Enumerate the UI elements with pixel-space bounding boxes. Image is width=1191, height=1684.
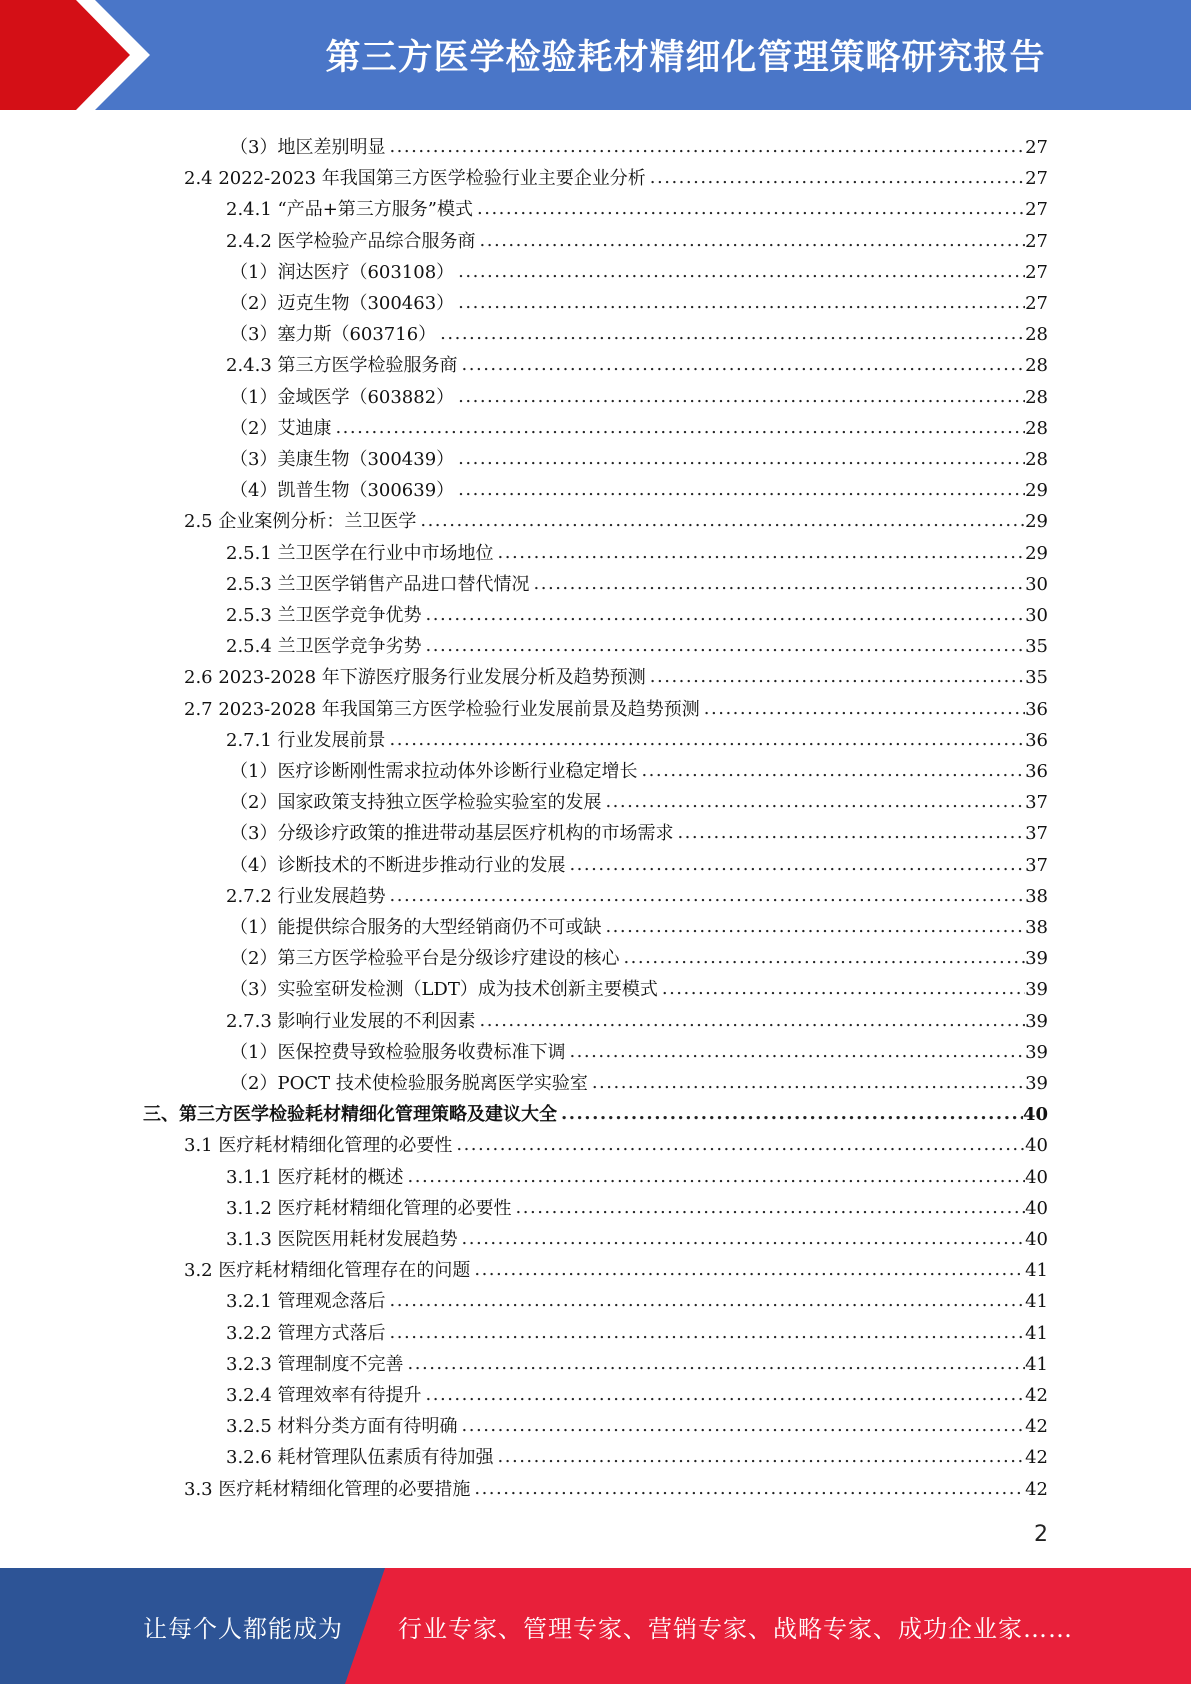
toc-dot-leader [498,1446,1026,1468]
toc-dot-leader [474,1478,1025,1500]
toc-entry-page: 42 [1025,1385,1048,1406]
toc-entry-page: 40 [1025,1229,1048,1250]
toc-entry-title: 3.2.6 耗材管理队伍素质有待加强 [226,1447,494,1469]
toc-entry[interactable] [184,159,1048,190]
toc-entry-page: 41 [1025,1353,1048,1375]
footer-slogan-left: 让每个人都能成为 [143,1614,343,1643]
toc-entry-title: 2.4.2 医学检验产品综合服务商 [226,230,476,252]
toc-entry[interactable] [230,1064,1048,1095]
toc-entry[interactable] [230,378,1048,409]
toc-entry-page: 30 [1025,573,1048,595]
toc-dot-leader [462,1228,1026,1250]
toc-dot-leader [677,822,1025,844]
toc-dot-leader [605,791,1025,813]
toc-dot-leader [477,198,1025,220]
toc-dot-leader [605,916,1025,938]
toc-entry-page: 39 [1025,1073,1048,1094]
toc-dot-leader [335,417,1025,439]
toc-entry-page: 27 [1025,230,1048,252]
toc-entry[interactable] [230,315,1048,346]
toc-dot-leader [480,1010,1026,1032]
toc-dot-leader [390,729,1026,751]
toc-entry[interactable] [226,534,1048,565]
toc-entry[interactable] [226,1314,1048,1345]
toc-entry[interactable] [184,1126,1048,1157]
toc-entry[interactable] [184,1251,1048,1282]
toc-entry[interactable] [226,190,1048,221]
toc-entry-title: （3）地区差别明显 [230,137,386,158]
toc-dot-leader [462,1415,1026,1437]
toc-dot-leader [462,354,1026,376]
toc-entry-title: （3）实验室研发检测（LDT）成为技术创新主要模式 [230,979,658,1001]
toc-entry-page: 42 [1025,1478,1048,1500]
toc-entry[interactable] [226,1376,1048,1407]
toc-entry-title: （3）塞力斯（603716） [230,324,437,346]
toc-entry-page: 39 [1025,979,1048,1001]
toc-entry[interactable] [230,939,1048,970]
toc-dot-leader [390,1322,1026,1344]
toc-dot-leader [440,323,1025,345]
toc-entry-page: 37 [1025,854,1048,876]
toc-dot-leader [458,386,1025,408]
toc-entry-page: 41 [1025,1322,1048,1344]
toc-entry[interactable] [230,284,1048,315]
toc-dot-leader [408,1353,1026,1375]
toc-entry[interactable] [230,471,1048,502]
toc-entry[interactable] [230,409,1048,440]
toc-entry-page: 27 [1025,137,1048,158]
toc-entry[interactable] [230,908,1048,939]
toc-entry-title: （1）润达医疗（603108） [230,261,455,283]
toc-entry[interactable] [226,1345,1048,1376]
toc-dot-leader [426,1384,1026,1406]
toc-entry-title: 3.2.4 管理效率有待提升 [226,1385,422,1406]
toc-entry-title: （1）能提供综合服务的大型经销商仍不可或缺 [230,917,602,938]
toc-dot-leader [474,1259,1025,1281]
toc-entry-title: 2.7.3 影响行业发展的不利因素 [226,1010,476,1032]
toc-entry-title: （3）美康生物（300439） [230,449,455,470]
toc-entry-title: （4）诊断技术的不断进步推动行业的发展 [230,854,566,876]
toc-entry-title: 三、第三方医学检验耗材精细化管理策略及建议大全 [143,1104,557,1126]
toc-entry-title: 2.4.3 第三方医学检验服务商 [226,355,458,377]
toc-entry[interactable] [230,1033,1048,1064]
toc-entry-title: （2）国家政策支持独立医学检验实验室的发展 [230,792,602,814]
toc-entry[interactable] [143,1095,1048,1126]
toc-entry[interactable] [184,690,1048,721]
toc-entry[interactable] [226,1407,1048,1438]
toc-dot-leader [569,854,1025,876]
toc-entry-title: 2.6 2023-2028 年下游医疗服务行业发展分析及趋势预测 [184,667,646,689]
toc-dot-leader [458,261,1025,283]
toc-dot-leader [650,666,1025,688]
toc-entry-page: 29 [1025,542,1048,564]
toc-entry-title: （1）医保控费导致检验服务收费标准下调 [230,1041,566,1063]
toc-entry-page: 30 [1025,605,1048,626]
toc-entry-title: 2.7 2023-2028 年我国第三方医学检验行业发展前景及趋势预测 [184,698,700,720]
toc-dot-leader [420,510,1025,532]
toc-entry[interactable] [184,502,1048,533]
toc-dot-leader [458,479,1025,501]
toc-entry-page: 27 [1025,293,1048,314]
toc-dot-leader [426,604,1026,626]
toc-entry-page: 28 [1025,355,1048,377]
toc-entry[interactable] [226,721,1048,752]
toc-entry-title: 3.1 医疗耗材精细化管理的必要性 [184,1135,453,1157]
toc-entry-page: 39 [1025,948,1048,970]
toc-entry-page: 39 [1025,1041,1048,1063]
toc-entry[interactable] [226,1002,1048,1033]
toc-entry-title: （4）凯普生物（300639） [230,480,455,502]
toc-entry-title: 2.7.1 行业发展前景 [226,729,386,751]
toc-entry-page: 28 [1025,417,1048,439]
page-header [0,0,1191,110]
toc-entry-title: 3.3 医疗耗材精细化管理的必要措施 [184,1478,471,1500]
toc-entry[interactable] [226,1438,1048,1469]
toc-entry-page: 40 [1025,1166,1048,1188]
toc-entry-title: 3.2.1 管理观念落后 [226,1291,386,1313]
footer-slogan-right: 行业专家、管理专家、营销专家、战略专家、成功企业家…… [398,1614,1073,1643]
toc-dot-leader [480,230,1026,252]
toc-entry[interactable] [226,1220,1048,1251]
toc-entry-title: 3.1.1 医疗耗材的概述 [226,1166,404,1188]
toc-entry[interactable] [226,1189,1048,1220]
toc-entry[interactable] [226,596,1048,627]
toc-dot-leader [623,947,1025,969]
toc-entry[interactable] [230,846,1048,877]
toc-entry-title: （1）医疗诊断刚性需求拉动体外诊断行业稳定增长 [230,761,638,782]
toc-entry[interactable] [226,346,1048,377]
toc-entry-page: 29 [1025,480,1048,502]
toc-entry-page: 39 [1025,1010,1048,1032]
page-number: 2 [1034,1522,1048,1547]
toc-entry-page: 27 [1025,199,1048,221]
toc-entry[interactable] [184,1470,1048,1501]
toc-entry[interactable] [230,128,1048,159]
toc-entry[interactable] [230,752,1048,783]
toc-entry-title: （2）艾迪康 [230,417,332,439]
toc-entry[interactable] [230,970,1048,1001]
toc-entry-page: 27 [1025,261,1048,283]
toc-dot-leader [389,136,1025,158]
toc-entry-page: 28 [1025,449,1048,470]
toc-entry-page: 38 [1025,917,1048,938]
toc-entry-title: （3）分级诊疗政策的推进带动基层医疗机构的市场需求 [230,823,674,845]
toc-entry-page: 40 [1025,1135,1048,1157]
toc-entry[interactable] [230,253,1048,284]
header-arrow-decoration [0,0,200,110]
toc-entry[interactable] [226,1282,1048,1313]
toc-dot-leader [704,698,1025,720]
toc-entry-page: 40 [1022,1104,1048,1126]
toc-dot-leader [390,1290,1026,1312]
toc-entry-page: 27 [1025,168,1048,190]
toc-dot-leader [408,1166,1026,1188]
toc-entry-page: 41 [1025,1260,1048,1282]
toc-entry[interactable] [230,814,1048,845]
toc-entry-title: 3.1.3 医院医用耗材发展趋势 [226,1229,458,1250]
toc-entry-title: 3.2 医疗耗材精细化管理存在的问题 [184,1260,471,1282]
toc-entry[interactable] [184,658,1048,689]
toc-entry-page: 42 [1025,1447,1048,1469]
toc-entry-page: 42 [1025,1416,1048,1438]
toc-entry-title: 3.2.3 管理制度不完善 [226,1353,404,1375]
toc-entry-title: （1）金域医学（603882） [230,386,455,408]
toc-dot-leader [561,1103,1023,1125]
toc-entry-title: （2）第三方医学检验平台是分级诊疗建设的核心 [230,948,620,970]
toc-entry-page: 37 [1025,792,1048,814]
toc-entry-page: 40 [1025,1197,1048,1219]
toc-entry-title: 2.5.4 兰卫医学竞争劣势 [226,636,422,658]
toc-entry[interactable] [226,627,1048,658]
toc-dot-leader [498,542,1026,564]
toc-dot-leader [458,448,1025,470]
toc-entry-title: （2）POCT 技术使检验服务脱离医学实验室 [230,1073,588,1094]
toc-dot-leader [458,292,1025,314]
toc-entry-title: 2.4.1 “产品+第三方服务”模式 [226,199,474,221]
page-footer [0,1568,1191,1684]
toc-entry-page: 36 [1025,698,1048,720]
toc-entry-title: （2）迈克生物（300463） [230,293,455,314]
toc-dot-leader [650,167,1025,189]
toc-entry-page: 37 [1025,823,1048,845]
toc-entry[interactable] [226,877,1048,908]
toc-dot-leader [390,885,1026,907]
toc-entry-page: 38 [1025,885,1048,907]
toc-entry-page: 36 [1025,729,1048,751]
toc-dot-leader [592,1072,1025,1094]
toc-entry-title: 2.7.2 行业发展趋势 [226,885,386,907]
toc-entry-page: 28 [1025,386,1048,408]
toc-entry-title: 2.4 2022-2023 年我国第三方医学检验行业主要企业分析 [184,168,646,190]
toc-dot-leader [516,1197,1026,1219]
toc-dot-leader [569,1041,1025,1063]
toc-entry-page: 35 [1025,667,1048,689]
toc-entry-page: 35 [1025,636,1048,658]
toc-dot-leader [456,1134,1025,1156]
toc-entry-page: 41 [1025,1291,1048,1313]
report-title: 第三方医学检验耗材精细化管理策略研究报告 [325,38,1046,78]
toc-dot-leader [662,978,1025,1000]
toc-entry-title: 3.1.2 医疗耗材精细化管理的必要性 [226,1197,512,1219]
toc-entry-title: 3.2.5 材料分类方面有待明确 [226,1416,458,1438]
toc-entry-page: 36 [1025,761,1048,782]
toc-entry-page: 28 [1025,324,1048,346]
toc-entry-page: 29 [1025,511,1048,533]
toc-entry-title: 3.2.2 管理方式落后 [226,1322,386,1344]
toc-entry[interactable] [230,440,1048,471]
toc-dot-leader [534,573,1026,595]
toc-entry-title: 2.5 企业案例分析：兰卫医学 [184,511,417,533]
toc-entry[interactable] [226,565,1048,596]
toc-entry[interactable] [226,222,1048,253]
toc-dot-leader [641,760,1025,782]
toc-entry-title: 2.5.1 兰卫医学在行业中市场地位 [226,542,494,564]
toc-entry-title: 2.5.3 兰卫医学竞争优势 [226,605,422,626]
toc-entry-title: 2.5.3 兰卫医学销售产品进口替代情况 [226,573,530,595]
toc-entry[interactable] [226,1158,1048,1189]
toc-entry[interactable] [230,783,1048,814]
toc-dot-leader [426,635,1026,657]
